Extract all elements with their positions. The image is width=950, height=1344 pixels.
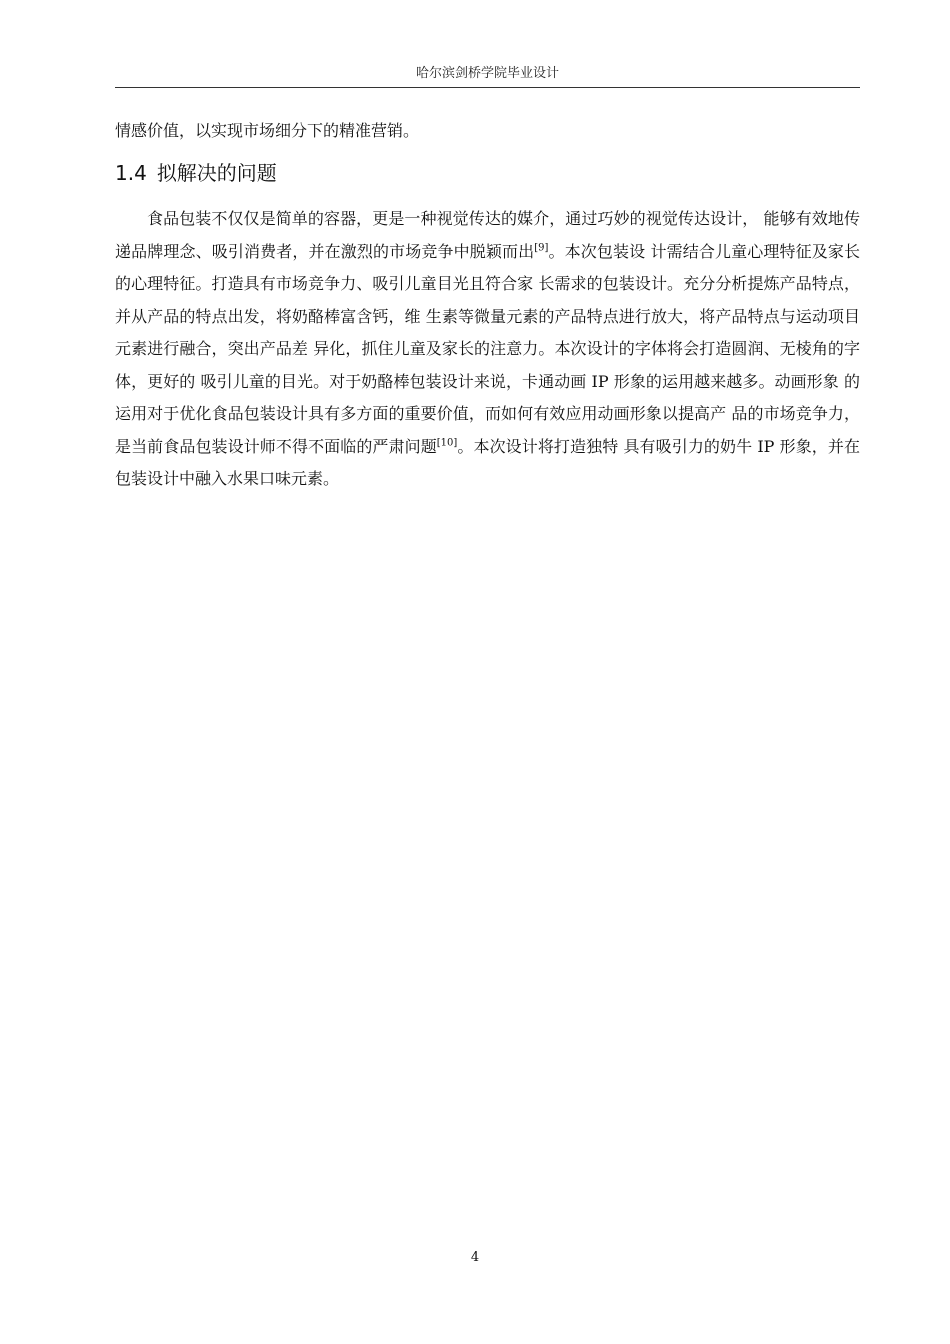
section-title: 拟解决的问题 <box>156 161 277 185</box>
citation-10: [10] <box>436 437 458 449</box>
paragraph-text-part2: 。本次包装设 计需结合儿童心理特征及家长的心理特征。打造具有市场竞争力、吸引儿童目光且符合家 长需求的包装设计。充分分析提炼产品特点，并从产品的特点出发，将奶酪棒富含钙，维 生素等微量元素的产品特点进行放大，将产品特点与运动项目元素进行融合，突出产品差 异化，抓住儿童及家长的注意力。本次设计的字体将会打造圆润、无棱角的字体，更好的 吸引儿童的目光。对于奶酪棒包装设计来说，卡通动画 IP 形象的运用越来越多。动画形象 的运用对于优化食品包装设计具有多方面的重要价值，而如何有效应用动画形象以提高产 品的市场竞争力，是当前食品包装设计师不得不面临的严肃问题 <box>115 241 860 456</box>
running-header: 哈尔滨剑桥学院毕业设计 <box>415 66 559 81</box>
body-paragraph <box>115 203 860 496</box>
paragraph-text-part3: 。本次设计将打造独特 具有吸引力的奶牛 IP 形象，并在包装设计中融入水果口味元素。 <box>115 436 860 488</box>
section-heading <box>115 158 860 188</box>
header-divider <box>115 87 860 88</box>
page-number: 4 <box>470 1250 480 1265</box>
continued-text-line: 情感价值，以实现市场细分下的精准营销。 <box>115 121 420 140</box>
section-number: 1.4 <box>115 161 147 185</box>
paragraph-text-part1: 食品包装不仅仅是简单的容器，更是一种视觉传达的媒介，通过巧妙的视觉传达设计， 能够有效地传递品牌理念、吸引消费者，并在激烈的市场竞争中脱颖而出 <box>115 209 860 261</box>
citation-9: [9] <box>534 242 549 254</box>
